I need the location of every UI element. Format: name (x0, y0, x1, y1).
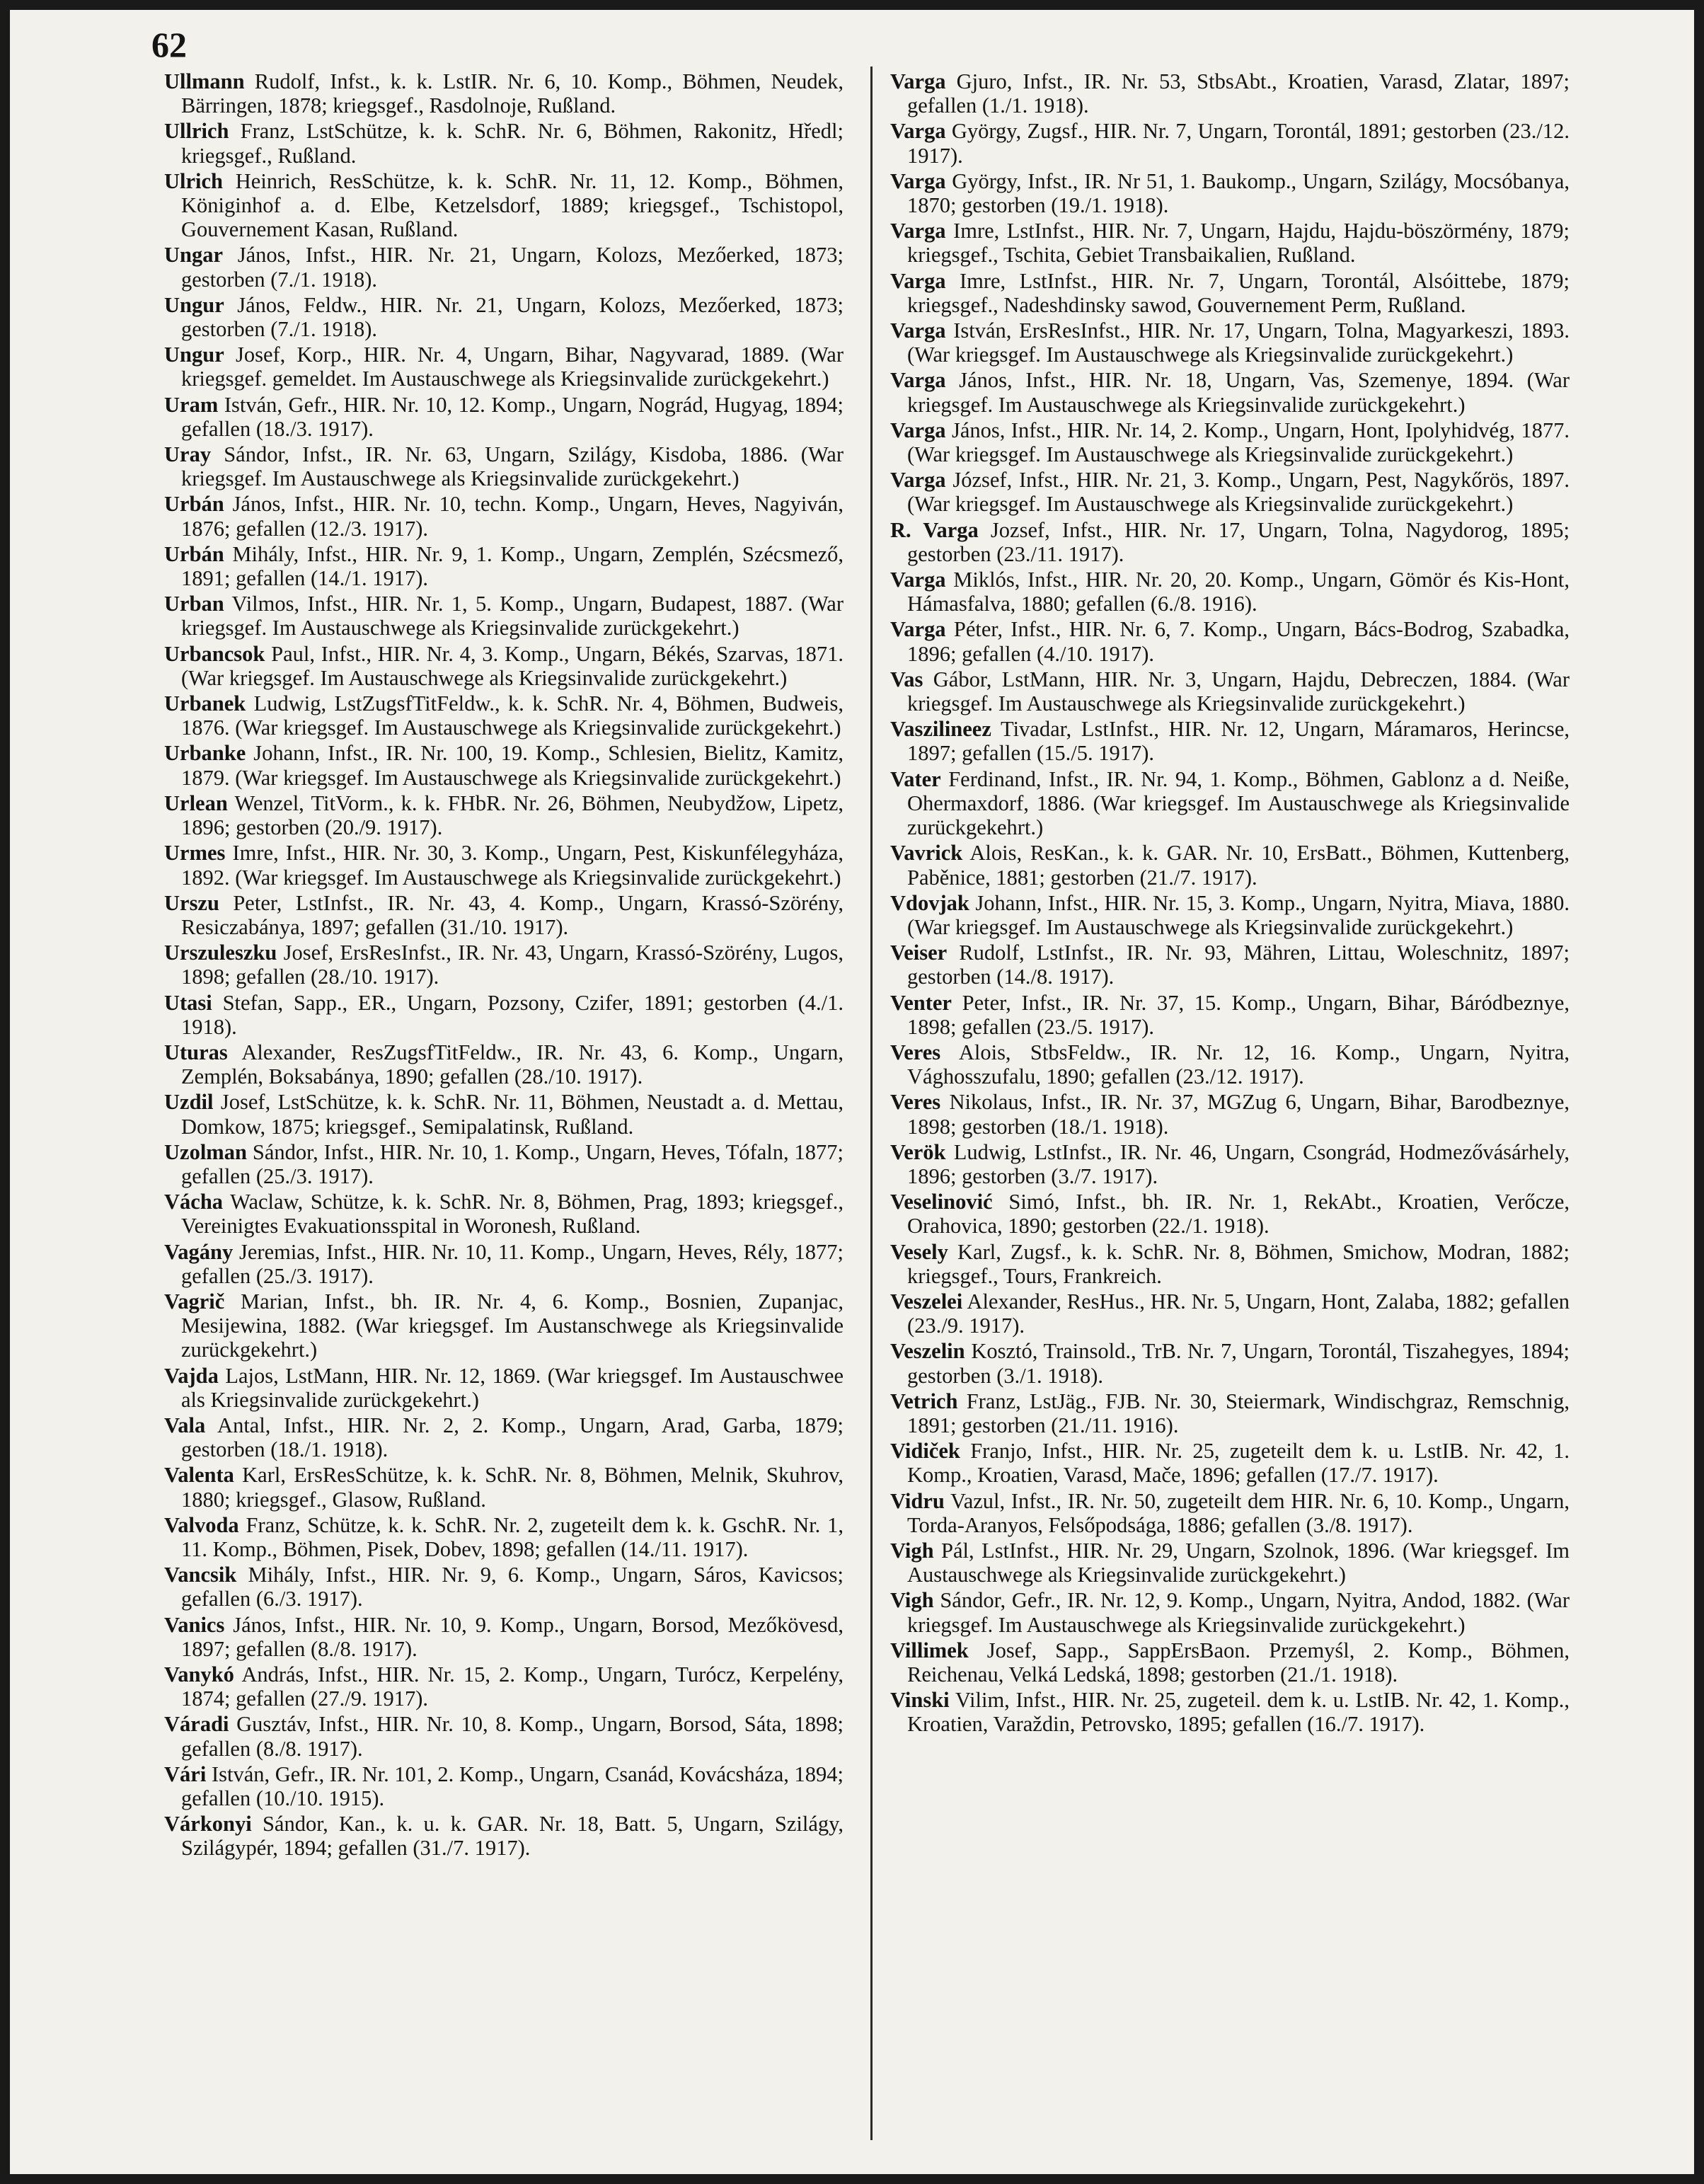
entry-text: Antal, Infst., HIR. Nr. 2, 2. Komp., Ungarn, Arad, Garba, 1879; gestorben (18./1. 1918). (181, 1413, 844, 1462)
entry (890, 468, 1570, 516)
entry (890, 1240, 1570, 1288)
entry-text: Mihály, Infst., HIR. Nr. 9, 6. Komp., Ungarn, Sáros, Kavicsos; gefallen (6./3. 1917). (181, 1563, 844, 1611)
entry-text: János, Feldw., HIR. Nr. 21, Ungarn, Kolozs, Mezőerked, 1873; gestorben (7./1. 1918). (181, 292, 844, 342)
entry (890, 318, 1570, 367)
entry-text: Josef, Korp., HIR. Nr. 4, Ungarn, Bihar, Nagyvarad, 1889. (War kriegsgef. gemeldet. Im Austauschwege als Kriegsinvalide zurückgekehrt.) (181, 343, 844, 391)
entry-name: Ullrich (164, 119, 229, 144)
entry-text: Alois, StbsFeldw., IR. Nr. 12, 16. Komp., Ungarn, Nyitra, Vághosszufalu, 1890; gefallen (23./12. 1917). (907, 1040, 1570, 1089)
entry-text: Waclaw, Schütze, k. k. SchR. Nr. 8, Böhmen, Prag, 1893; kriegsgef., Vereinigtes Evakuationsspital in Woronesh, Rußland. (181, 1190, 844, 1238)
entry-name: Villimek (890, 1638, 969, 1662)
entry-name: Vas (890, 667, 923, 691)
entry (164, 691, 844, 740)
entry-text: Paul, Infst., HIR. Nr. 4, 3. Komp., Ungarn, Békés, Szarvas, 1871. (War kriegsgef. Im Austauschwege als Kriegsinvalide zurückgekehrt.) (181, 641, 844, 690)
entry (164, 991, 844, 1039)
entry (164, 1613, 844, 1661)
entry-name: Uzolman (164, 1139, 247, 1164)
entry-text: Franz, Schütze, k. k. SchR. Nr. 2, zugeteilt dem k. k. GschR. Nr. 1, 11. Komp., Böhmen, Pisek, Dobev, 1898; gefallen (14./11. 1917). (181, 1512, 844, 1561)
entry-text: Ferdinand, Infst., IR. Nr. 94, 1. Komp., Böhmen, Gablonz a d. Neiße, Ohermaxdorf, 1886. (War kriegsgef. Im Austauschwege als Kriegsinvalide zurückgekehrt.) (907, 766, 1570, 840)
entry-name: Veszelei (890, 1289, 963, 1314)
entry (890, 1289, 1570, 1338)
entry (164, 119, 844, 167)
entry (890, 1439, 1570, 1487)
entry-name: Ungur (164, 343, 224, 367)
entry (890, 1389, 1570, 1437)
entry (890, 1339, 1570, 1387)
entry-name: Valenta (164, 1463, 234, 1488)
entry-text: Josef, ErsResInfst., IR. Nr. 43, Ungarn, Krassó-Szörény, Lugos, 1898; gefallen (28./10. 1917). (181, 941, 844, 989)
entry-text: Ludwig, LstInfst., IR. Nr. 46, Ungarn, Csongrád, Hodmezővásárhely, 1896; gestorben (3./7. 1917). (907, 1139, 1570, 1188)
entry-name: Urbancsok (164, 641, 265, 666)
entry-name: Urmes (164, 841, 226, 866)
entry (164, 1364, 844, 1412)
entry-name: Urbanek (164, 691, 246, 716)
entry-text: Josef, Sapp., SappErsBaon. Przemyśl, 2. Komp., Böhmen, Reichenau, Velká Ledská, 1898; gestorben (21./1. 1918). (907, 1638, 1570, 1686)
entry (164, 442, 844, 490)
entry-name: Vetrich (890, 1389, 958, 1413)
entry-text: Marian, Infst., bh. IR. Nr. 4, 6. Komp., Bosnien, Zupanjac, Mesijewina, 1882. (War kriegsgef. Im Austanschwege als Kriegsinvalide zurückgekehrt.) (181, 1289, 844, 1362)
entry (890, 1638, 1570, 1686)
entry (164, 69, 844, 117)
entry (164, 1662, 844, 1711)
entry (890, 617, 1570, 665)
entry-text: Tivadar, LstInfst., HIR. Nr. 12, Ungarn, Máramaros, Herincse, 1897; gefallen (15./5. 1917). (907, 717, 1570, 766)
entry (164, 542, 844, 590)
entry-name: Vidiček (890, 1439, 960, 1464)
entry-text: Heinrich, ResSchütze, k. k. SchR. Nr. 11, 12. Komp., Böhmen, Königinhof a. d. Elbe, Ketzelsdorf, 1889; kriegsgef., Tschistopol, Gouvernement Kasan, Rußland. (181, 168, 844, 242)
entry (890, 841, 1570, 889)
entry-text: András, Infst., HIR. Nr. 15, 2. Komp., Ungarn, Turócz, Kerpelény, 1874; gefallen (27./9. 1917). (181, 1662, 844, 1711)
entry-name: Verök (890, 1139, 946, 1164)
entry-text: Miklós, Infst., HIR. Nr. 20, 20. Komp., Ungarn, Gömör és Kis-Hont, Hámasfalva, 1880; gefallen (6./8. 1916). (907, 568, 1570, 616)
entry (890, 418, 1570, 466)
entry (890, 1090, 1570, 1138)
entry-name: Ungar (164, 243, 224, 268)
entry-text: István, ErsResInfst., HIR. Nr. 17, Ungarn, Tolna, Magyarkeszi, 1893. (War kriegsgef. Im Austauschwege als Kriegsinvalide zurückgekehrt.) (907, 318, 1570, 367)
entry-text: Simó, Infst., bh. IR. Nr. 1, RekAbt., Kroatien, Verőcze, Orahovica, 1890; gestorben (22./1. 1918). (907, 1190, 1570, 1238)
entry-name: Varga (890, 69, 946, 93)
entry-name: Varga (890, 119, 946, 144)
entry-name: Varga (890, 468, 946, 493)
entry (890, 1190, 1570, 1238)
entry-name: Urszu (164, 890, 219, 915)
entry-text: István, Gefr., HIR. Nr. 10, 12. Komp., Ungarn, Nográd, Hugyag, 1894; gefallen (18./3. 1917). (181, 392, 844, 441)
entry-name: Valvoda (164, 1512, 239, 1537)
entry (890, 269, 1570, 317)
entry-text: Johann, Infst., IR. Nr. 100, 19. Komp., Schlesien, Bielitz, Kamitz, 1879. (War kriegsgef. Im Austauschwege als Kriegsinvalide zurückgekehrt.) (181, 741, 844, 790)
entry (890, 69, 1570, 117)
entry (164, 841, 844, 889)
entry (164, 1289, 844, 1362)
entry (164, 492, 844, 540)
entry-text: Franz, LstJäg., FJB. Nr. 30, Steiermark, Windischgraz, Remschnig, 1891; gestorben (21./11. 1916). (907, 1389, 1570, 1437)
entry-name: Várkonyi (164, 1812, 252, 1837)
entry (890, 1040, 1570, 1088)
entry (164, 243, 844, 291)
entry (890, 1539, 1570, 1587)
entry-name: Vdovjak (890, 890, 969, 915)
entry-text: Rudolf, LstInfst., IR. Nr. 93, Mähren, Littau, Woleschnitz, 1897; gestorben (14./8. 1917). (907, 941, 1570, 989)
entry-name: Vesely (890, 1239, 948, 1264)
entry-name: Ungur (164, 292, 224, 317)
entry (890, 169, 1570, 217)
entry-name: Vater (890, 766, 941, 791)
entry (890, 518, 1570, 566)
entry (890, 1489, 1570, 1537)
entry-text: Franjo, Infst., HIR. Nr. 25, zugeteilt dem k. u. LstIB. Nr. 42, 1. Komp., Kroatien, Varasd, Mače, 1896; gefallen (17./7. 1917). (907, 1439, 1570, 1488)
entry (164, 1712, 844, 1760)
entry-name: R. Varga (890, 517, 979, 542)
entry-name: Vaszilineez (890, 717, 991, 742)
entry (890, 1140, 1570, 1188)
entry-text: Josef, LstSchütze, k. k. SchR. Nr. 11, Böhmen, Neustadt a. d. Mettau, Domkow, 1875; kriegsgef., Semipalatinsk, Rußland. (181, 1090, 844, 1139)
entry-name: Veiser (890, 941, 948, 965)
entry-text: Sándor, Kan., k. u. k. GAR. Nr. 18, Batt. 5, Ungarn, Szilágy, Szilágypér, 1894; gefallen (31./7. 1917). (181, 1812, 844, 1861)
entry (164, 1762, 844, 1810)
entry (890, 368, 1570, 416)
entry-text: György, Infst., IR. Nr 51, 1. Baukomp., Ungarn, Szilágy, Mocsóbanya, 1870; gestorben (19./1. 1918). (907, 168, 1570, 218)
entry-name: Varga (890, 268, 946, 293)
entry (164, 592, 844, 640)
entry (164, 1413, 844, 1461)
entry (164, 941, 844, 989)
entry-name: Vala (164, 1413, 206, 1437)
entry (164, 1090, 844, 1138)
entry (164, 1240, 844, 1288)
entry-name: Veres (890, 1040, 941, 1064)
entry-name: Urbanke (164, 741, 246, 766)
entry-text: Alexander, ResHus., HR. Nr. 5, Ungarn, Hont, Zalaba, 1882; gefallen (23./9. 1917). (907, 1289, 1570, 1338)
entry-text: Sándor, Infst., HIR. Nr. 10, 1. Komp., Ungarn, Heves, Tófaln, 1877; gefallen (25./3. 1917). (181, 1139, 844, 1188)
entry-text: Mihály, Infst., HIR. Nr. 9, 1. Komp., Ungarn, Zemplén, Szécsmező, 1891; gefallen (14./1. 1917). (181, 541, 844, 591)
entry (164, 1513, 844, 1561)
entry-text: Jozsef, Infst., HIR. Nr. 17, Ungarn, Tolna, Nagydorog, 1895; gestorben (23./11. 1917). (907, 517, 1570, 566)
entry-text: Vazul, Infst., IR. Nr. 50, zugeteilt dem HIR. Nr. 6, 10. Komp., Ungarn, Torda-Aranyos, Felsőpodsága, 1886; gefallen (3./8. 1917). (907, 1488, 1570, 1537)
entry-name: Vanykó (164, 1662, 234, 1686)
entry-name: Veselinović (890, 1190, 993, 1214)
entry (164, 393, 844, 441)
entry (164, 1812, 844, 1860)
entry (164, 791, 844, 839)
entry-text: István, Gefr., IR. Nr. 101, 2. Komp., Ungarn, Csanád, Kovácsháza, 1894; gefallen (10./10. 1915). (181, 1761, 844, 1811)
entry-name: Varga (890, 568, 946, 592)
entry-text: János, Infst., HIR. Nr. 10, 9. Komp., Ungarn, Borsod, Mezőkövesd, 1897; gefallen (8./8. 1917). (181, 1612, 844, 1661)
entry (164, 1463, 844, 1511)
entry-text: Vilmos, Infst., HIR. Nr. 1, 5. Komp., Ungarn, Budapest, 1887. (War kriegsgef. Im Austauschwege als Kriegsinvalide zurückgekehrt.) (181, 592, 844, 640)
entry (890, 941, 1570, 989)
entry-name: Utasi (164, 990, 212, 1015)
entry-name: Vagány (164, 1239, 234, 1264)
entry-text: Franz, LstSchütze, k. k. SchR. Nr. 6, Böhmen, Rakonitz, Hředl; kriegsgef., Rußland. (181, 119, 844, 168)
entry-text: Imre, Infst., HIR. Nr. 30, 3. Komp., Ungarn, Pest, Kiskunfélegyháza, 1892. (War kriegsgef. Im Austauschwege als Kriegsinvalide zurückgekehrt.) (181, 841, 844, 890)
entry-text: János, Infst., HIR. Nr. 14, 2. Komp., Ungarn, Hont, Ipolyhidvég, 1877. (War kriegsgef. Im Austauschwege als Kriegsinvalide zurückgekehrt.) (907, 418, 1570, 467)
entry-name: Vancsik (164, 1563, 237, 1587)
entry-name: Varga (890, 168, 946, 193)
entry-text: Sándor, Gefr., IR. Nr. 12, 9. Komp., Ungarn, Nyitra, Andod, 1882. (War kriegsgef. Im Austauschwege als Kriegsinvalide zurückgekehrt.) (907, 1588, 1570, 1637)
entry (164, 343, 844, 391)
entry-name: Venter (890, 990, 952, 1015)
entry-name: Vidru (890, 1488, 945, 1513)
entry (164, 293, 844, 341)
entry (164, 642, 844, 690)
right-column (890, 69, 1570, 1738)
entry-text: Alois, ResKan., k. k. GAR. Nr. 10, ErsBatt., Böhmen, Kuttenberg, Paběnice, 1881; gestorben (21./7. 1917). (907, 841, 1570, 890)
entry-text: Johann, Infst., HIR. Nr. 15, 3. Komp., Ungarn, Nyitra, Miava, 1880. (War kriegsgef. Im Austauschwege als Kriegsinvalide zurückgekehrt.) (907, 890, 1570, 939)
entry-name: Vanics (164, 1612, 225, 1637)
entry (890, 219, 1570, 267)
entry-name: Vagrič (164, 1289, 225, 1314)
entry (164, 1040, 844, 1088)
entry-text: Vilim, Infst., HIR. Nr. 25, zugeteil. dem k. u. LstIB. Nr. 42, 1. Komp., Kroatien, Varaždin, Petrovsko, 1895; gefallen (16./7. 1917). (907, 1688, 1570, 1737)
entry-name: Ulrich (164, 168, 224, 193)
entry (164, 169, 844, 242)
entry-name: Vavrick (890, 841, 963, 866)
entry-text: Gjuro, Infst., IR. Nr. 53, StbsAbt., Kroatien, Varasd, Zlatar, 1897; gefallen (1./1. 1918). (907, 69, 1570, 118)
entry-text: György, Zugsf., HIR. Nr. 7, Ungarn, Torontál, 1891; gestorben (23./12. 1917). (907, 119, 1570, 168)
entry-name: Veres (890, 1090, 941, 1115)
entry (164, 1140, 844, 1188)
entry-name: Uram (164, 392, 219, 417)
entry-text: Imre, LstInfst., HIR. Nr. 7, Ungarn, Hajdu, Hajdu-böszörmény, 1879; kriegsgef., Tschita, Gebiet Transbaikalien, Rußland. (907, 219, 1570, 268)
entry-text: Rudolf, Infst., k. k. LstIR. Nr. 6, 10. Komp., Böhmen, Neudek, Bärringen, 1878; kriegsgef., Rasdolnoje, Rußland. (181, 69, 844, 118)
entry-name: Vajda (164, 1363, 219, 1388)
entry (164, 891, 844, 939)
entry (890, 991, 1570, 1039)
entry-text: Karl, Zugsf., k. k. SchR. Nr. 8, Böhmen, Smichow, Modran, 1882; kriegsgef., Tours, Frankreich. (907, 1239, 1570, 1288)
entry-name: Urbán (164, 492, 224, 517)
entry (890, 1588, 1570, 1636)
page-number: 62 (151, 25, 187, 64)
entry-name: Uray (164, 442, 212, 467)
entry-name: Urbán (164, 541, 224, 566)
entry (890, 891, 1570, 939)
entry (890, 119, 1570, 167)
entry-name: Veszelin (890, 1339, 965, 1364)
entry (164, 741, 844, 789)
entry (164, 1190, 844, 1238)
entry (890, 667, 1570, 715)
entry-text: Imre, LstInfst., HIR. Nr. 7, Ungarn, Torontál, Alsóittebe, 1879; kriegsgef., Nadeshdinsky sawod, Gouvernement Perm, Rußland. (907, 268, 1570, 317)
entry-name: Uzdil (164, 1090, 214, 1115)
entry-name: Varga (890, 368, 946, 393)
entry-text: Sándor, Infst., IR. Nr. 63, Ungarn, Szilágy, Kisdoba, 1886. (War kriegsgef. Im Austauschwege als Kriegsinvalide zurückgekehrt.) (181, 442, 844, 491)
entry-text: Gábor, LstMann, HIR. Nr. 3, Ungarn, Hajdu, Debreczen, 1884. (War kriegsgef. Im Austauschwege als Kriegsinvalide zurückgekehrt.) (907, 667, 1570, 716)
entry-text: Wenzel, TitVorm., k. k. FHbR. Nr. 26, Böhmen, Neubydžow, Lipetz, 1896; gestorben (20./9. 1917). (181, 791, 844, 840)
entry-text: Alexander, ResZugsfTitFeldw., IR. Nr. 43, 6. Komp., Ungarn, Zemplén, Boksabánya, 1890; gefallen (28./10. 1917). (181, 1040, 844, 1089)
entry-text: Ludwig, LstZugsfTitFeldw., k. k. SchR. Nr. 4, Böhmen, Budweis, 1876. (War kriegsgef. Im Austauschwege als Kriegsinvalide zurückgekehrt.) (181, 691, 844, 740)
entry-name: Varga (890, 318, 946, 343)
entry-text: Karl, ErsResSchütze, k. k. SchR. Nr. 8, Böhmen, Melnik, Skuhrov, 1880; kriegsgef., Glasow, Rußland. (181, 1463, 844, 1512)
entry-name: Vigh (890, 1538, 934, 1563)
entry-name: Vári (164, 1761, 207, 1786)
entry-text: Kosztó, Trainsold., TrB. Nr. 7, Ungarn, Torontál, Tiszahegyes, 1894; gestorben (3./1. 1918). (907, 1339, 1570, 1388)
entry-text: Peter, LstInfst., IR. Nr. 43, 4. Komp., Ungarn, Krassó-Szörény, Resiczabánya, 1897; gefallen (31./10. 1917). (181, 890, 844, 939)
entry-name: Varga (890, 219, 946, 243)
entry (890, 717, 1570, 765)
entry-text: Nikolaus, Infst., IR. Nr. 37, MGZug 6, Ungarn, Bihar, Barodbeznye, 1898; gestorben (18./1. 1918). (907, 1090, 1570, 1139)
entry-text: János, Infst., HIR. Nr. 10, techn. Komp., Ungarn, Heves, Nagyiván, 1876; gefallen (12./3. 1917). (181, 492, 844, 541)
entry-text: József, Infst., HIR. Nr. 21, 3. Komp., Ungarn, Pest, Nagykőrös, 1897. (War kriegsgef. Im Austauschwege als Kriegsinvalide zurückgekehrt.) (907, 468, 1570, 517)
entry-text: Stefan, Sapp., ER., Ungarn, Pozsony, Czifer, 1891; gestorben (4./1. 1918). (181, 990, 844, 1039)
entry (890, 767, 1570, 840)
column-divider (870, 67, 873, 2140)
entry-text: Peter, Infst., IR. Nr. 37, 15. Komp., Ungarn, Bihar, Báródbeznye, 1898; gefallen (23./5. 1917). (907, 990, 1570, 1039)
entry-text: Jeremias, Infst., HIR. Nr. 10, 11. Komp., Ungarn, Heves, Rély, 1877; gefallen (25./3. 1917). (181, 1239, 844, 1288)
entry-text: Pál, LstInfst., HIR. Nr. 29, Ungarn, Szolnok, 1896. (War kriegsgef. Im Austauschwege als Kriegsinvalide zurückgekehrt.) (907, 1538, 1570, 1587)
entry-name: Uturas (164, 1040, 228, 1064)
entry-name: Varga (890, 617, 946, 642)
entry-name: Urlean (164, 791, 228, 815)
entry-name: Vigh (890, 1588, 934, 1613)
entry-name: Varga (890, 418, 946, 442)
entry-name: Ullmann (164, 69, 245, 93)
entry-text: Lajos, LstMann, HIR. Nr. 12, 1869. (War kriegsgef. Im Austauschwee als Kriegsinvalide zurückgekehrt.) (181, 1363, 844, 1412)
entry (164, 1563, 844, 1611)
entry-name: Vinski (890, 1688, 950, 1713)
entry-name: Urszuleszku (164, 941, 277, 965)
entry-text: János, Infst., HIR. Nr. 21, Ungarn, Kolozs, Mezőerked, 1873; gestorben (7./1. 1918). (181, 243, 844, 292)
entry-text: Péter, Infst., HIR. Nr. 6, 7. Komp., Ungarn, Bács-Bodrog, Szabadka, 1896; gefallen (4./10. 1917). (907, 617, 1570, 666)
entry (890, 568, 1570, 616)
entry-text: Gusztáv, Infst., HIR. Nr. 10, 8. Komp., Ungarn, Borsod, Sáta, 1898; gefallen (8./8. 1917). (181, 1712, 844, 1761)
entry-name: Vácha (164, 1190, 224, 1214)
entry (890, 1688, 1570, 1736)
entry-name: Váradi (164, 1712, 229, 1737)
entry-text: János, Infst., HIR. Nr. 18, Ungarn, Vas, Szemenye, 1894. (War kriegsgef. Im Austauschwege als Kriegsinvalide zurückgekehrt.) (907, 368, 1570, 417)
left-column (164, 69, 844, 1862)
entry-name: Urban (164, 592, 224, 616)
